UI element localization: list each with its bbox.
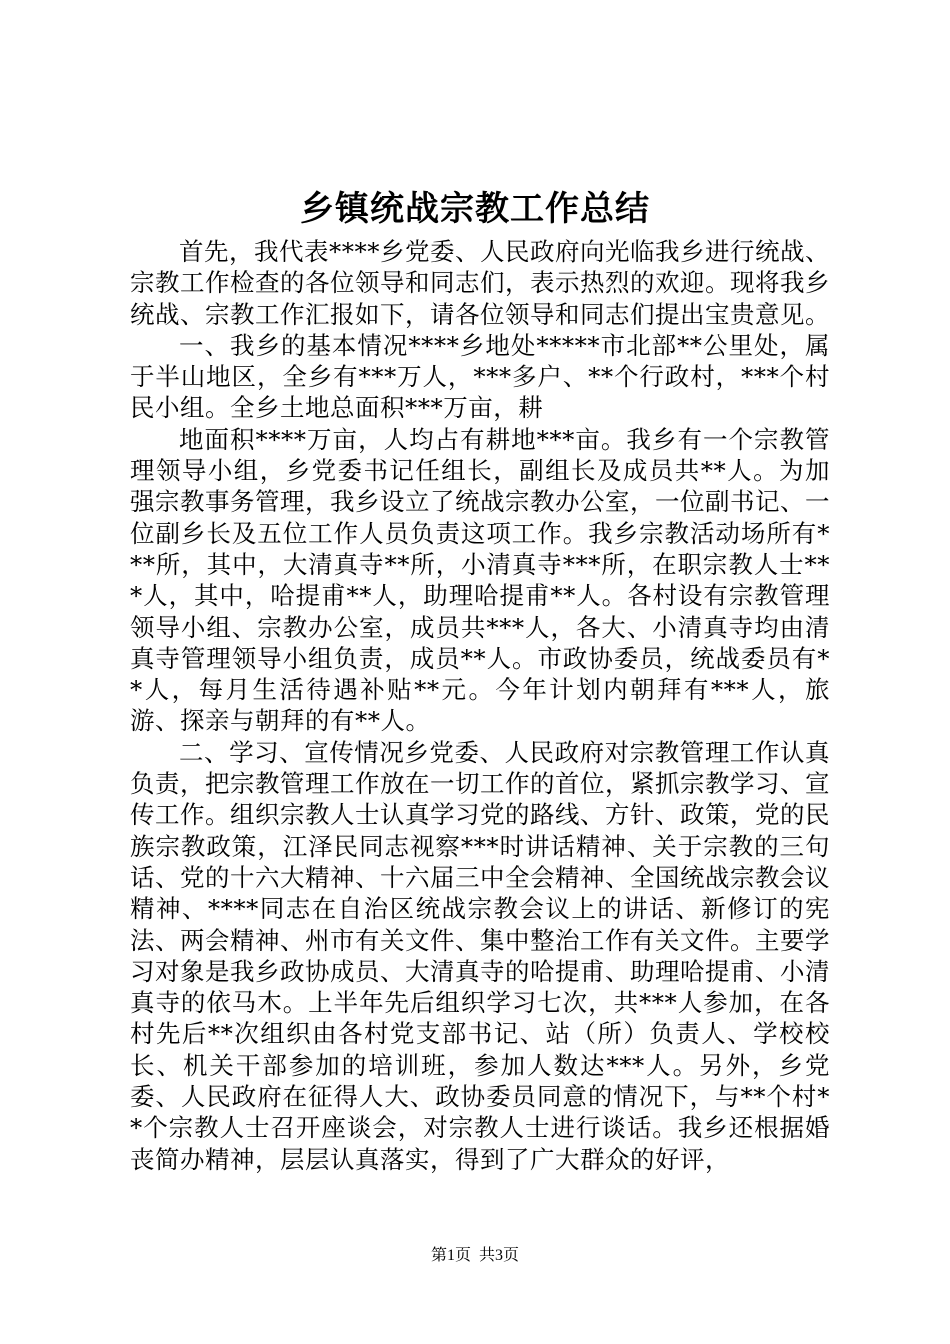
paragraph-land-and-religion: 地面积****万亩，人均占有耕地***亩。我乡有一个宗教管理领导小组，乡党委书记任组长，副组长及成员共**人。为加强宗教事务管理，我乡设立了统战宗教办公室，一位副书记、一位副乡长及五位工作人员负责这项工作。我乡宗教活动场所有***所，其中，大清真寺**所，小清真寺***所，在职宗教人士***人，其中，哈提甫**人，助理哈提甫**人。各村设有宗教管理领导小组、宗教办公室，成员共***人，各大、小清真寺均由清真寺管理领导小组负责，成员**人。市政协委员，统战委员有**人，每月生活待遇补贴**元。今年计划内朝拜有***人，旅游、探亲与朝拜的有**人。 [130,424,830,736]
page-number: 第1页 [430,1247,471,1264]
page-total: 共3页 [479,1247,520,1264]
paragraph-intro: 首先，我代表****乡党委、人民政府向光临我乡进行统战、宗教工作检查的各位领导和同志们，表示热烈的欢迎。现将我乡统战、宗教工作汇报如下，请各位领导和同志们提出宝贵意见。 [130,237,830,329]
paragraph-study-propaganda: 二、学习、宣传情况乡党委、人民政府对宗教管理工作认真负责，把宗教管理工作放在一切工作的首位，紧抓宗教学习、宣传工作。组织宗教人士认真学习党的路线、方针、政策，党的民族宗教政策，江泽民同志视察***时讲话精神、关于宗教的三句话、党的十六大精神、十六届三中全会精神、全国统战宗教会议精神、****同志在自治区统战宗教会议上的讲话、新修订的宪法、两会精神、州市有关文件、集中整治工作有关文件。主要学习对象是我乡政协成员、大清真寺的哈提甫、助理哈提甫、小清真寺的依马木。上半年先后组织学习七次，共***人参加，在各村先后**次组织由各村党支部书记、站（所）负责人、学校校长、机关干部参加的培训班，参加人数达***人。另外，乡党委、人民政府在征得人大、政协委员同意的情况下，与**个村**个宗教人士召开座谈会，对宗教人士进行谈话。我乡还根据婚丧简办精神，层层认真落实，得到了广大群众的好评， [130,737,830,1174]
document-body [130,236,830,1175]
document-title: 乡镇统战宗教工作总结 [300,189,650,229]
page-footer [0,1244,950,1268]
paragraph-basic-situation: 一、我乡的基本情况****乡地处*****市北部**公里处，属于半山地区，全乡有***万人，***多户、**个行政村，***个村民小组。全乡土地总面积***万亩，耕 [130,330,830,423]
